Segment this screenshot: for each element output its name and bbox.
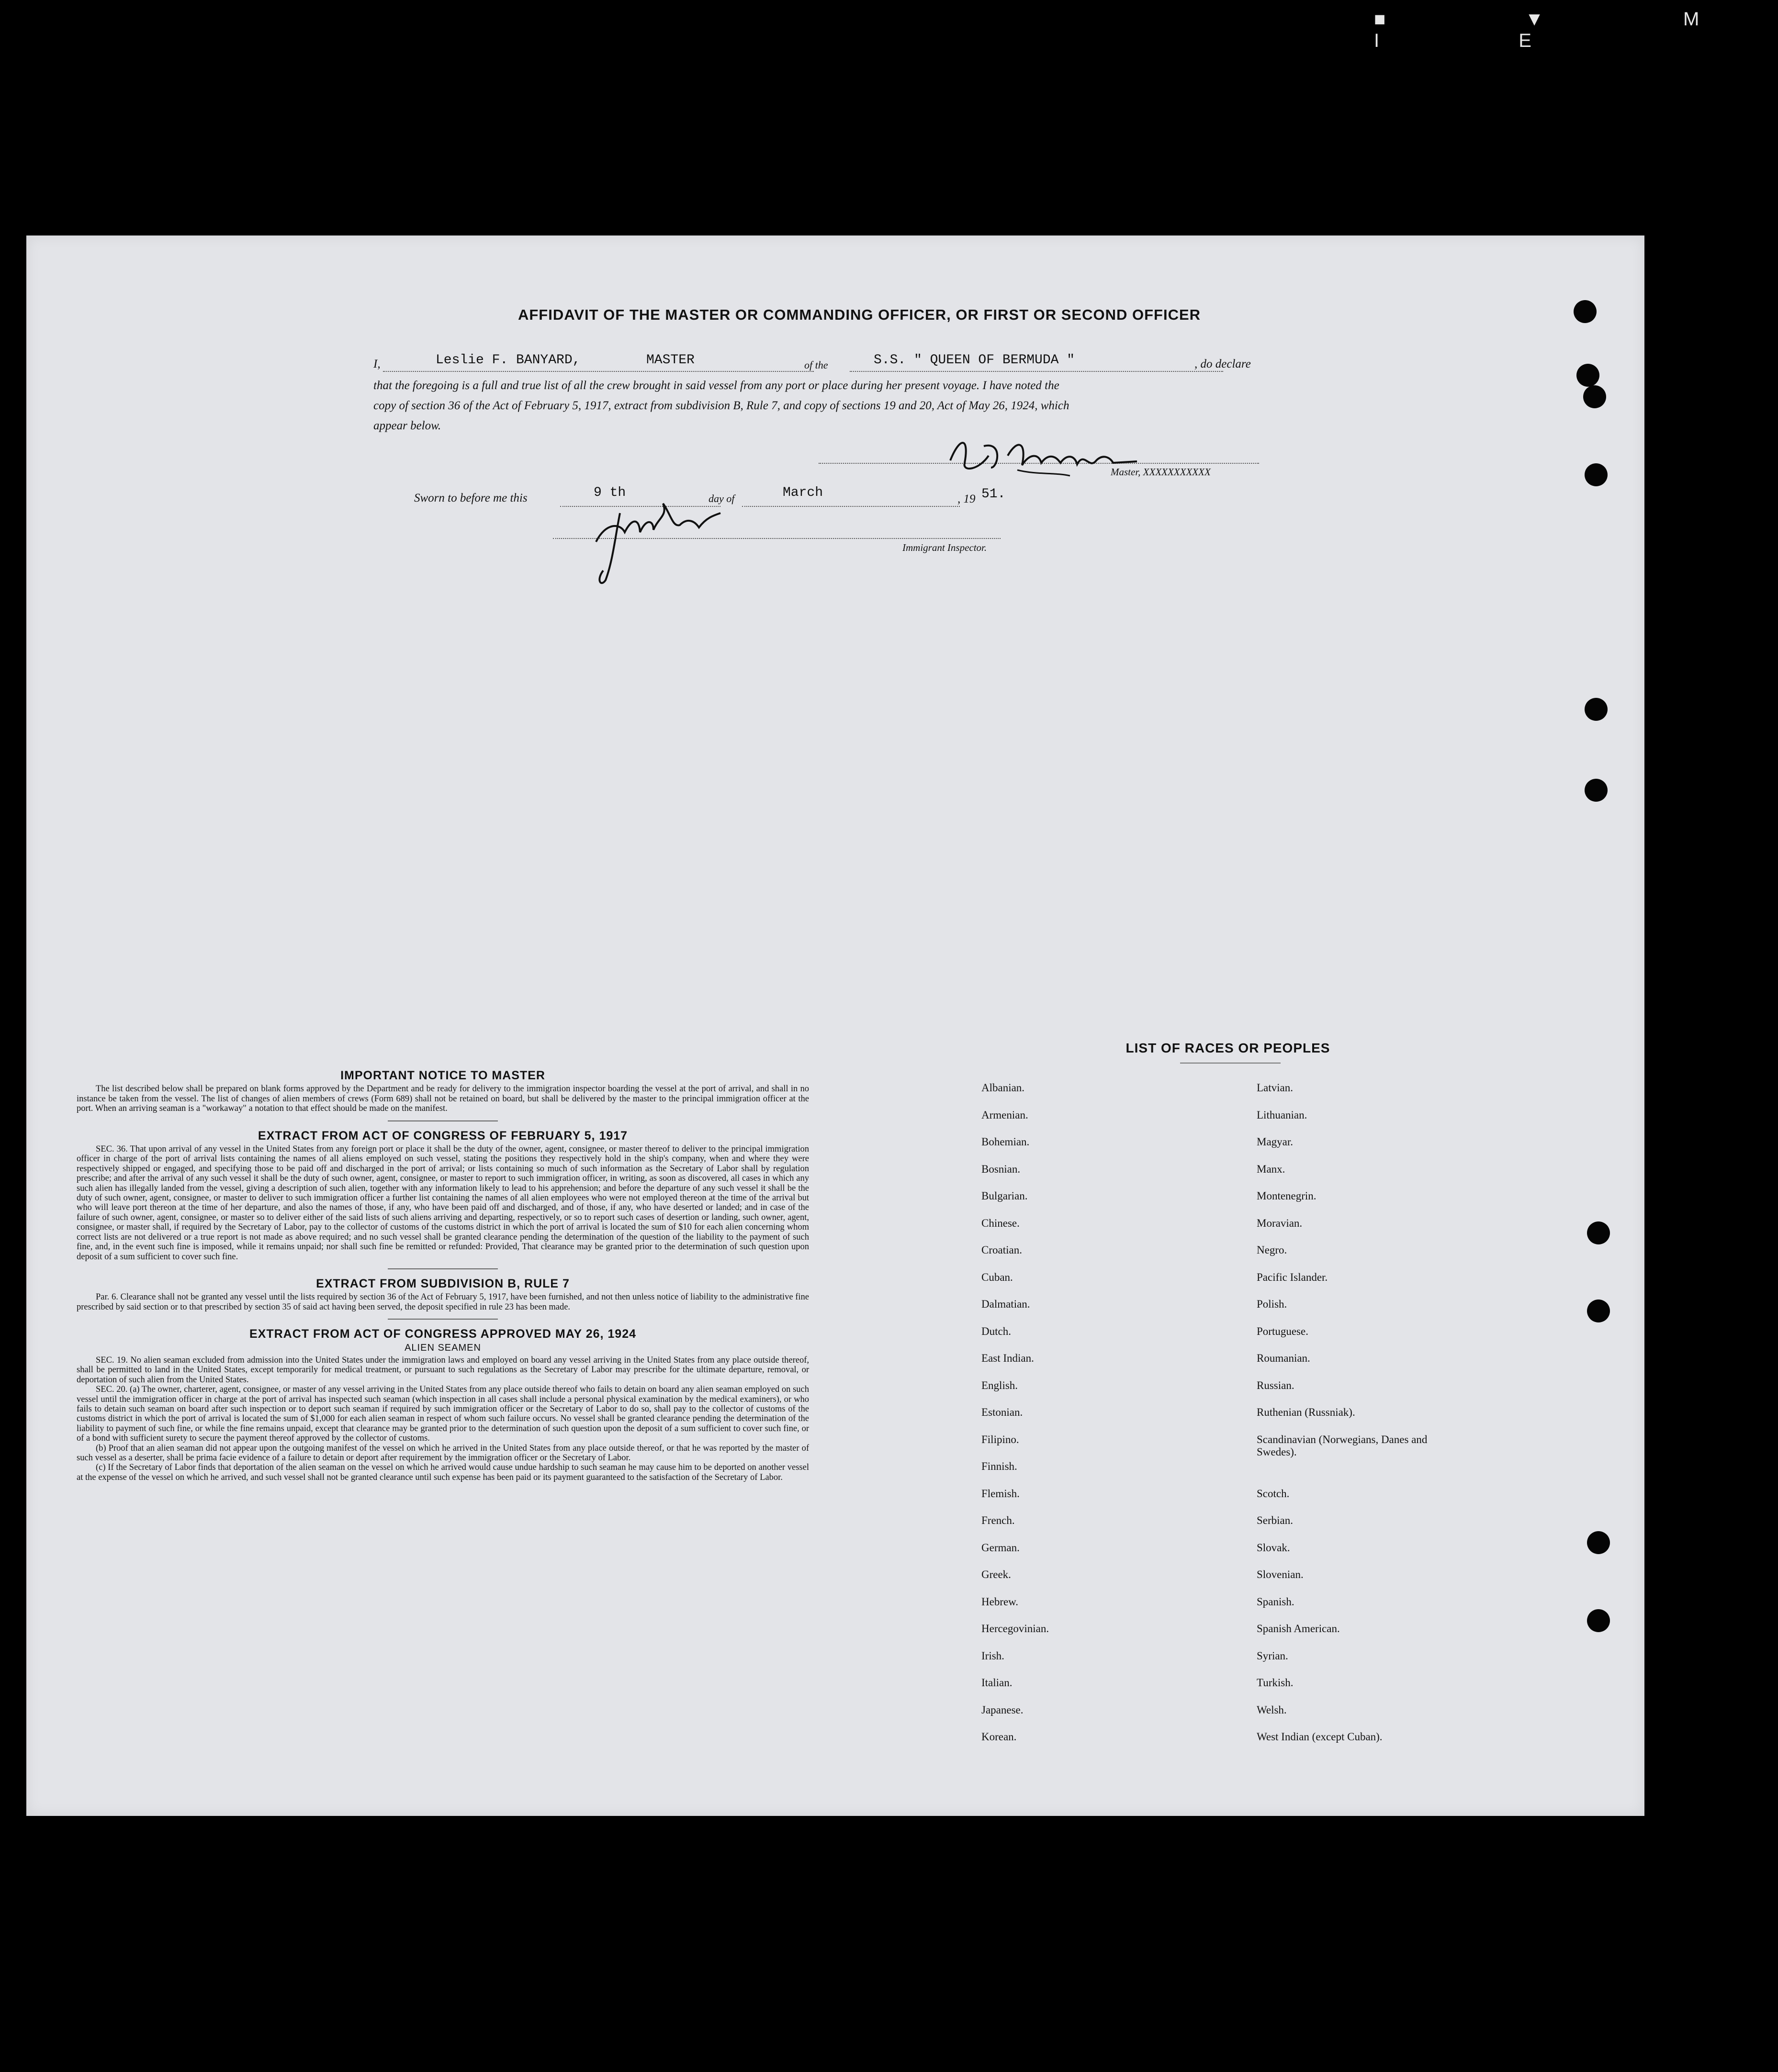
affidavit-page bbox=[26, 235, 1644, 1816]
race-item: Polish. bbox=[1257, 1298, 1287, 1310]
punch-hole bbox=[1585, 698, 1608, 721]
race-item: Hebrew. bbox=[981, 1595, 1019, 1608]
race-item: Syrian. bbox=[1257, 1649, 1288, 1662]
punch-hole bbox=[1587, 1299, 1610, 1322]
section-20a-text: SEC. 20. (a) The owner, charterer, agent, consignee, or master of any vessel arriving in the United States from any place outside thereof who fails to detain on board any alien seaman employed on such vessel until the immigration officer in charge at the port of arrival has inspected such seaman (which inspection in all cases shall include a personal physical examination by the medical examiners), or who fails to detain such seaman on board after such inspection or to deport such seaman if required by such immigration officer or the Secretary of Labor to do so, shall pay to the collector of customs of the customs district in which the port of arrival is located the sum of $1,000 for each alien seaman in respect of whom such failure occurs. No vessel shall be granted clearance pending the determination of the liability to payment of such fine, or while the fine remains unpaid, except that clearance may be granted prior to the determination of such question upon the deposit of a sum sufficient to cover such fine, or of a bond with sufficient surety to secure the payment thereof approved by the collector of customs. bbox=[77, 1385, 809, 1444]
race-item: Japanese. bbox=[981, 1703, 1024, 1716]
race-item: Slovenian. bbox=[1257, 1568, 1304, 1580]
sworn-day: 9 th bbox=[594, 485, 626, 500]
film-corner-marks: ■ ▼ M I E bbox=[1374, 9, 1767, 51]
race-item: Dutch. bbox=[981, 1325, 1011, 1337]
race-item: Pacific Islander. bbox=[1257, 1271, 1328, 1283]
punch-hole bbox=[1587, 1609, 1610, 1632]
divider bbox=[388, 1319, 498, 1320]
race-item: East Indian. bbox=[981, 1352, 1034, 1364]
race-item: Manx. bbox=[1257, 1163, 1285, 1175]
race-item: Albanian. bbox=[981, 1082, 1025, 1094]
vessel-name: S.S. " QUEEN OF BERMUDA " bbox=[874, 353, 1075, 368]
act-1917-text: SEC. 36. That upon arrival of any vessel in the United States from any foreign port or place it shall be the duty of the owner, agent, consignee, or master thereof to deliver to the principal immigration officer in charge of the port of arrival lists containing the names of all aliens employed on such vessel, stating the positions they respectively hold in the ship's company, when and where they were respectively shipped or engaged, and specifying those to be paid off and discharged in the port of arrival; or lists containing so much of such information as the Secretary of Labor shall by regulation prescribe; and after the arrival of any such vessel it shall be the duty of such owner, agent, consignee, or master to report to such immigration officer, in writing, as soon as discovered, all cases in which any such alien has illegally landed from the vessel, giving a description of such alien, together with any information likely to lead to his apprehension; and before the departure of any such vessel it shall be the duty of such owner, agent, consignee, or master to deliver to such immigration officer a further list containing the names of all alien employees who were not employed thereon at the time of the arrival but who will leave port thereon at the time of her departure, and also the names of those, if any, who have been paid off and discharged, and of those, if any, who have deserted or landed; and in case of the failure of such owner, agent, consignee, or master so to deliver either of the said lists of such aliens arriving and departing, respectively, or so to report such cases of desertion or landing, such owner, agent, consignee, or master shall, if required by the Secretary of Labor, pay to the collector of customs of the customs district in which the port of arrival is located the sum of $10 for each alien concerning whom correct lists are not delivered or a true report is not made as above required; and no such vessel shall be granted clearance pending the determination of the question of the liability to the payment of such fine, and, in the event such fine is imposed, while it remains unpaid; nor shall such fine be remitted or refunded: Provided, That clearance may be granted prior to the determination of such question upon deposit of a sum sufficient to cover such fine. bbox=[77, 1144, 809, 1262]
sworn-year: 51. bbox=[981, 487, 1006, 502]
race-item: Montenegrin. bbox=[1257, 1190, 1317, 1202]
race-item: Scotch. bbox=[1257, 1487, 1290, 1500]
race-item: Armenian. bbox=[981, 1109, 1028, 1121]
master-name: Leslie F. BANYARD, bbox=[436, 353, 581, 368]
punch-hole bbox=[1587, 1221, 1610, 1244]
inspector-label: Immigrant Inspector. bbox=[902, 542, 987, 553]
race-item: Serbian. bbox=[1257, 1514, 1294, 1526]
affidavit-body-line-3: appear below. bbox=[373, 419, 441, 432]
race-item: Moravian. bbox=[1257, 1217, 1303, 1229]
section-20c-text: (c) If the Secretary of Labor finds that deportation of the alien seaman on the vessel on which he arrived would cause undue hardship to such seaman he may cause him to be deported on another vessel at the expense of the vessel on which he arrived, and such vessel shall not be granted clearance until such expense has been paid or its payment guaranteed to the satisfaction of the Secretary of Labor. bbox=[77, 1463, 809, 1482]
section-19-text: SEC. 19. No alien seaman excluded from admission into the United States under the immigration laws and employed on board any vessel arriving in the United States from any place outside thereof, shall be permitted to land in the United States, except temporarily for medical treatment, or pursuant to such regulations as the Secretary of Labor may prescribe for the ultimate departure, removal, or deportation of such alien from the United States. bbox=[77, 1355, 809, 1385]
rule-7-text: Par. 6. Clearance shall not be granted any vessel until the lists required by section 36 of the Act of February 5, 1917, have been furnished, and not then unless notice of liability to the administrative fine prescribed by said section or to that prescribed by section 35 of said act having been served, the deposit specified in rule 23 has been made. bbox=[77, 1292, 809, 1312]
of-the-label: of the bbox=[804, 359, 828, 371]
notice-column bbox=[77, 1071, 809, 1482]
race-item: Lithuanian. bbox=[1257, 1109, 1307, 1121]
punch-hole bbox=[1585, 779, 1608, 802]
race-item: Flemish. bbox=[981, 1487, 1020, 1500]
race-item: Magyar. bbox=[1257, 1136, 1294, 1148]
race-item: Dalmatian. bbox=[981, 1298, 1030, 1310]
divider bbox=[388, 1268, 498, 1269]
race-item: Chinese. bbox=[981, 1217, 1020, 1229]
rule-7-title: EXTRACT FROM SUBDIVISION B, RULE 7 bbox=[316, 1277, 570, 1290]
race-item: Irish. bbox=[981, 1649, 1004, 1662]
month-rule bbox=[742, 506, 960, 507]
affidavit-body-line-2: copy of section 36 of the Act of February 5, 1917, extract from subdivision B, Rule 7, and copy of sections 19 and 20, Act of May 26, 1924, which bbox=[373, 399, 1069, 412]
race-item: Spanish American. bbox=[1257, 1623, 1340, 1635]
affidavit-body-line-1: that the foregoing is a full and true list of all the crew brought in said vessel from any port or place during her present voyage. I have noted the bbox=[373, 379, 1059, 392]
master-rank: MASTER bbox=[646, 353, 695, 368]
race-item: Estonian. bbox=[981, 1406, 1023, 1418]
race-item: Welsh. bbox=[1257, 1703, 1287, 1716]
race-item: Finnish. bbox=[981, 1460, 1017, 1472]
notice-title: IMPORTANT NOTICE TO MASTER bbox=[340, 1069, 545, 1082]
inspector-signature bbox=[586, 484, 740, 592]
punch-hole bbox=[1585, 463, 1608, 486]
punch-hole bbox=[1574, 300, 1597, 323]
act-1917-title: EXTRACT FROM ACT OF CONGRESS OF FEBRUARY 5, 1917 bbox=[258, 1129, 628, 1142]
race-item: Croatian. bbox=[981, 1244, 1022, 1256]
race-item: English. bbox=[981, 1379, 1018, 1391]
vessel-rule bbox=[850, 371, 1223, 372]
race-item: Portuguese. bbox=[1257, 1325, 1308, 1337]
race-item: Russian. bbox=[1257, 1379, 1294, 1391]
race-item: German. bbox=[981, 1541, 1020, 1554]
notice-text: The list described below shall be prepared on blank forms approved by the Department and be ready for delivery to the immigration inspector boarding the vessel at the port of arrival, and shall in no instance be taken from the vessel. The list of changes of alien members of crews (Form 689) shall not be retained on board, but shall be delivered by the master to the principal immigration officer at the port. When an arriving seaman is a "workaway" a notation to that effect should be made on the manifest. bbox=[77, 1084, 809, 1114]
sworn-month: March bbox=[783, 485, 823, 500]
affidavit-heading: AFFIDAVIT OF THE MASTER OR COMMANDING OFFICER, OR FIRST OR SECOND OFFICER bbox=[518, 306, 1201, 323]
race-item: Bosnian. bbox=[981, 1163, 1021, 1175]
race-item: Spanish. bbox=[1257, 1595, 1294, 1608]
master-label: Master, XXXXXXXXXXX bbox=[1111, 466, 1211, 478]
sworn-prefix: Sworn to before me this bbox=[414, 492, 528, 504]
year-prefix: , 19 bbox=[957, 493, 976, 505]
race-item: Italian. bbox=[981, 1677, 1013, 1689]
race-item: Hercegovinian. bbox=[981, 1623, 1049, 1635]
races-title: LIST OF RACES OR PEOPLES bbox=[1125, 1041, 1330, 1055]
punch-hole bbox=[1576, 364, 1599, 387]
race-item: Roumanian. bbox=[1257, 1352, 1310, 1364]
pre-name-label: I, bbox=[373, 358, 381, 370]
race-item: Scandinavian (Norwegians, Danes and Swedes). bbox=[1257, 1433, 1428, 1458]
race-item: Cuban. bbox=[981, 1271, 1013, 1283]
race-item: Korean. bbox=[981, 1731, 1017, 1743]
race-item: Bohemian. bbox=[981, 1136, 1030, 1148]
punch-hole bbox=[1587, 1531, 1610, 1554]
race-item: Ruthenian (Russniak). bbox=[1257, 1406, 1355, 1418]
race-item: Bulgarian. bbox=[981, 1190, 1028, 1202]
race-item: French. bbox=[981, 1514, 1015, 1526]
race-item: West Indian (except Cuban). bbox=[1257, 1731, 1383, 1743]
punch-hole bbox=[1583, 385, 1606, 408]
section-20b-text: (b) Proof that an alien seaman did not appear upon the outgoing manifest of the vessel on which he arrived in the United States from any place outside thereof, or that he was reported by the master of such vessel as a deserter, shall be prima facie evidence of a failure to detain or deport after requirement by the immigration officer or the Secretary of Labor. bbox=[77, 1443, 809, 1463]
divider bbox=[388, 1120, 498, 1121]
race-item: Filipino. bbox=[981, 1433, 1019, 1445]
races-title-rule bbox=[1180, 1063, 1281, 1064]
name-rule bbox=[383, 371, 814, 372]
act-1924-title: EXTRACT FROM ACT OF CONGRESS APPROVED MAY 26, 1924 bbox=[249, 1327, 637, 1341]
declare-label: , do declare bbox=[1194, 358, 1251, 370]
race-item: Greek. bbox=[981, 1568, 1011, 1580]
alien-seamen-subtitle: ALIEN SEAMEN bbox=[405, 1342, 481, 1353]
race-item: Latvian. bbox=[1257, 1082, 1293, 1094]
day-of-label: day of bbox=[709, 493, 735, 504]
race-item: Negro. bbox=[1257, 1244, 1287, 1256]
race-item: Turkish. bbox=[1257, 1677, 1294, 1689]
race-item: Slovak. bbox=[1257, 1541, 1290, 1554]
